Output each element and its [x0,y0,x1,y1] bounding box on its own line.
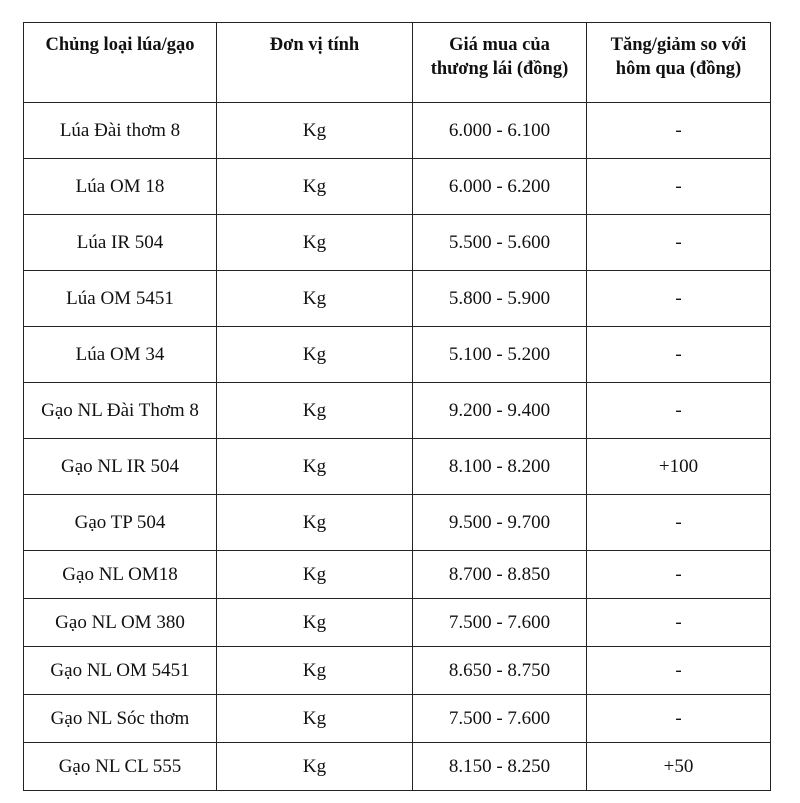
cell-change: - [587,103,771,159]
cell-type: Gạo NL Đài Thơm 8 [24,383,217,439]
table-row [24,215,771,271]
cell-type: Gạo TP 504 [24,495,217,551]
price-table-container [23,22,771,791]
cell-change: - [587,215,771,271]
table-row [24,271,771,327]
cell-type: Lúa IR 504 [24,215,217,271]
cell-unit: Kg [217,743,413,791]
header-type: Chủng loại lúa/gạo [24,23,217,103]
table-row [24,495,771,551]
cell-change: - [587,551,771,599]
table-row [24,743,771,791]
table-row [24,647,771,695]
cell-change: - [587,695,771,743]
cell-price: 5.500 - 5.600 [413,215,587,271]
table-header-row [24,23,771,103]
cell-type: Gạo NL OM 5451 [24,647,217,695]
cell-unit: Kg [217,159,413,215]
cell-price: 7.500 - 7.600 [413,695,587,743]
header-unit: Đơn vị tính [217,23,413,103]
cell-unit: Kg [217,271,413,327]
cell-price: 8.650 - 8.750 [413,647,587,695]
cell-change: - [587,159,771,215]
cell-price: 5.800 - 5.900 [413,271,587,327]
cell-price: 9.200 - 9.400 [413,383,587,439]
cell-type: Lúa Đài thơm 8 [24,103,217,159]
table-row [24,439,771,495]
cell-change: - [587,271,771,327]
cell-change: - [587,599,771,647]
cell-price: 8.700 - 8.850 [413,551,587,599]
cell-type: Gạo NL Sóc thơm [24,695,217,743]
cell-unit: Kg [217,495,413,551]
cell-change: +100 [587,439,771,495]
cell-type: Gạo NL IR 504 [24,439,217,495]
cell-price: 5.100 - 5.200 [413,327,587,383]
cell-change: - [587,327,771,383]
table-row [24,159,771,215]
cell-unit: Kg [217,327,413,383]
cell-unit: Kg [217,551,413,599]
cell-price: 6.000 - 6.100 [413,103,587,159]
rice-price-table [23,22,771,791]
cell-unit: Kg [217,695,413,743]
cell-change: - [587,495,771,551]
cell-change: - [587,647,771,695]
cell-type: Lúa OM 18 [24,159,217,215]
cell-unit: Kg [217,439,413,495]
cell-change: +50 [587,743,771,791]
cell-type: Gạo NL OM18 [24,551,217,599]
table-row [24,695,771,743]
cell-change: - [587,383,771,439]
table-row [24,551,771,599]
cell-price: 9.500 - 9.700 [413,495,587,551]
cell-unit: Kg [217,383,413,439]
table-row [24,103,771,159]
cell-price: 7.500 - 7.600 [413,599,587,647]
table-row [24,599,771,647]
table-row [24,383,771,439]
cell-type: Gạo NL OM 380 [24,599,217,647]
cell-price: 8.100 - 8.200 [413,439,587,495]
cell-price: 8.150 - 8.250 [413,743,587,791]
cell-unit: Kg [217,103,413,159]
header-price: Giá mua của thương lái (đồng) [413,23,587,103]
cell-type: Lúa OM 5451 [24,271,217,327]
header-change: Tăng/giảm so với hôm qua (đồng) [587,23,771,103]
cell-price: 6.000 - 6.200 [413,159,587,215]
cell-type: Gạo NL CL 555 [24,743,217,791]
table-row [24,327,771,383]
cell-unit: Kg [217,647,413,695]
cell-type: Lúa OM 34 [24,327,217,383]
cell-unit: Kg [217,215,413,271]
cell-unit: Kg [217,599,413,647]
